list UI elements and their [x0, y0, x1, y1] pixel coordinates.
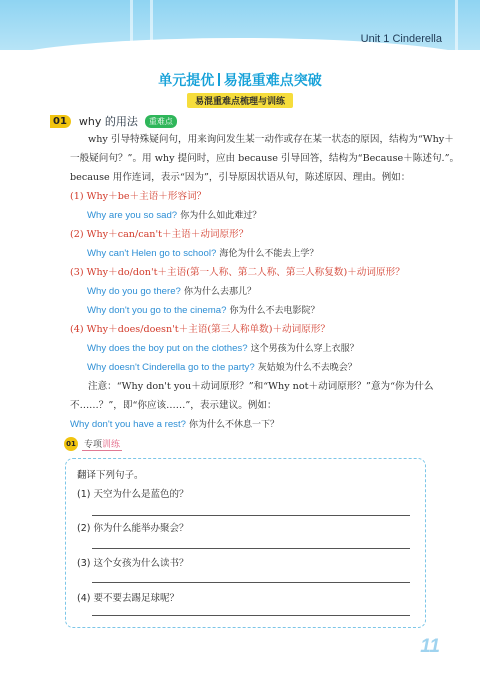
page-title-left: 单元提优 — [158, 73, 215, 89]
example-3a — [87, 286, 256, 298]
answer-line-4[interactable] — [92, 615, 410, 616]
example-4b — [87, 362, 357, 374]
page-title — [0, 70, 480, 90]
example-4b-en: Why doesn't Cinderella go to the party? — [87, 362, 255, 373]
page-title-right: 易混重难点突破 — [223, 73, 322, 89]
answer-line-1[interactable] — [92, 515, 410, 516]
drill-number: 01 — [64, 437, 78, 451]
section-label-zh: 的用法 — [104, 115, 138, 128]
unit-label: Unit 1 Cinderella — [360, 33, 442, 45]
example-4a — [87, 343, 359, 355]
example-3b-en: Why don't you go to the cinema? — [87, 305, 227, 316]
section-label-en: why — [78, 115, 102, 128]
pattern-4: (4) Why＋does/doesn't＋主语(第三人称单数)＋动词原形？ — [70, 324, 331, 335]
question-1: (1) 天空为什么是蓝色的？ — [77, 489, 189, 500]
page-subtitle: 易混重难点梳理与训练 — [187, 93, 293, 108]
drill-label — [82, 437, 122, 451]
question-3: (3) 这个女孩为什么读书？ — [77, 558, 189, 569]
example-3a-en: Why do you go there? — [87, 286, 181, 297]
question-4: (4) 要不要去踢足球呢？ — [77, 593, 179, 604]
section-tag: 重难点 — [145, 115, 177, 128]
note-line-2: 不……？”，即“你应该……”，表示建议。例如： — [70, 400, 277, 411]
example-5-zh: 你为什么不休息一下？ — [189, 420, 280, 430]
header-shine-3 — [455, 0, 458, 50]
example-1-zh: 你为什么如此难过？ — [180, 211, 262, 221]
example-2-en: Why can't Helen go to school? — [87, 248, 217, 259]
example-5-en: Why don't you have a rest? — [70, 419, 186, 430]
pattern-1: (1) Why＋be＋主语＋形容词？ — [70, 191, 207, 202]
page-number: 11 — [420, 636, 440, 657]
example-5 — [70, 419, 279, 431]
answer-line-2[interactable] — [92, 548, 410, 549]
pattern-2: (2) Why＋can/can't＋主语＋动词原形？ — [70, 229, 249, 240]
example-4b-zh: 灰姑娘为什么不去晚会？ — [257, 363, 357, 373]
example-3b-zh: 你为什么不去电影院？ — [229, 306, 320, 316]
intro-line-1: why 引导特殊疑问句，用来询问发生某一动作或存在某一状态的原因，结构为“Why＋ — [88, 134, 454, 145]
exercise-instruction: 翻译下列句子。 — [77, 470, 144, 481]
answer-line-3[interactable] — [92, 582, 410, 583]
example-1 — [87, 210, 261, 222]
intro-line-3: because 用作连词，表示“因为”，引导原因状语从句，陈述原因、理由。例如： — [70, 172, 411, 183]
example-1-en: Why are you so sad? — [87, 210, 178, 221]
pattern-3: (3) Why＋do/don't＋主语(第一人称、第二人称、第三人称复数)＋动词原形？ — [70, 267, 405, 278]
section-number: 01 — [50, 115, 71, 128]
drill-heading — [64, 437, 122, 451]
page-header-banner — [0, 0, 480, 50]
section-label — [79, 113, 138, 129]
question-2: (2) 你为什么能举办聚会？ — [77, 523, 189, 534]
section-heading — [50, 113, 177, 129]
example-2-zh: 海伦为什么不能去上学？ — [219, 249, 319, 259]
example-4a-zh: 这个男孩为什么穿上衣服？ — [250, 344, 359, 354]
example-4a-en: Why does the boy put on the clothes? — [87, 343, 248, 354]
note-line-1: 注意：“Why don't you＋动词原形？”和“Why not＋动词原形？”意为“你为什么 — [88, 381, 434, 392]
drill-label-b: 训练 — [102, 440, 121, 450]
title-divider — [218, 73, 220, 86]
subtitle-wrap — [0, 89, 480, 108]
example-2 — [87, 248, 318, 260]
example-3a-zh: 你为什么去那儿？ — [183, 287, 256, 297]
drill-label-a: 专项 — [84, 440, 103, 450]
example-3b — [87, 305, 320, 317]
exercise-box — [65, 458, 426, 628]
intro-line-2: 一般疑问句？”。用 why 提问时，应由 because 引导回答，结构为“Because＋陈述句.”。 — [70, 153, 460, 164]
